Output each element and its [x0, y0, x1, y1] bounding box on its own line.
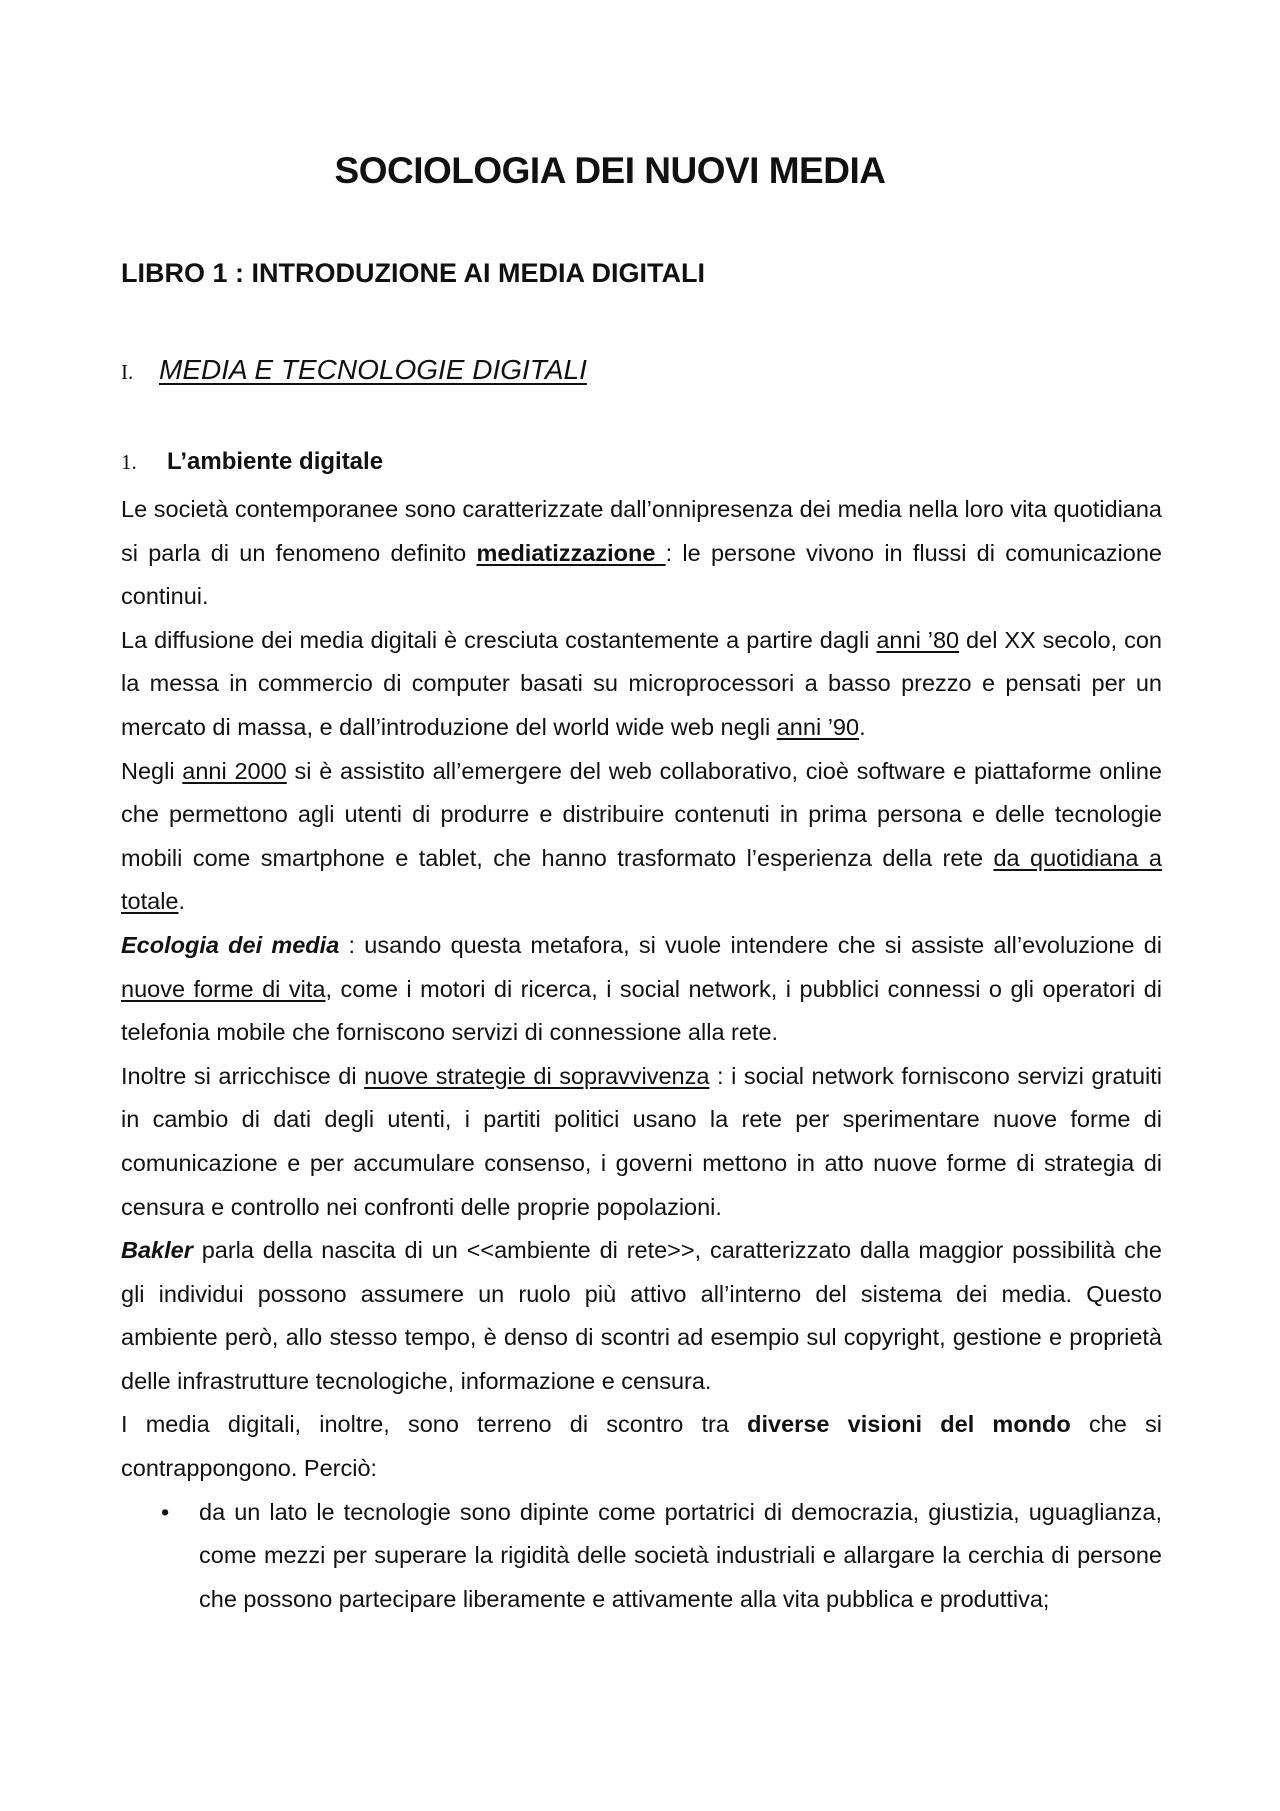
text-run: : le persone vivono in flussi di comunicazione continui.	[121, 539, 1162, 610]
text-run: parla della nascita di un <<ambiente di rete>>, caratterizzato dalla maggior possibilità che gli individui possono assumere un ruolo più attivo all’interno del sistema dei media. Questo ambiente però, allo stesso tempo, è denso di scontri ad esempio sul copyright, gestione e proprietà delle infrastrutture tecnologiche, informazione e censura.	[121, 1237, 1162, 1394]
text-run: del XX secolo, con la messa in commercio di computer basati su microprocessori a basso prezzo e pensati per un mercato di massa, e dall’introduzione del world wide web negli	[121, 626, 1162, 740]
chapter-title: MEDIA E TECNOLOGIE DIGITALI	[159, 354, 587, 385]
chapter-heading	[121, 354, 587, 386]
paragraph	[121, 750, 1162, 924]
bullet-list	[121, 1491, 1162, 1622]
text-run: I media digitali, inoltre, sono terreno di scontro tra	[121, 1411, 748, 1438]
text-run: Inoltre si arricchisce di	[121, 1062, 365, 1089]
paragraph	[121, 924, 1162, 1055]
text-run: che si contrappongono. Perciò:	[121, 1411, 1162, 1482]
section-number: 1.	[121, 450, 137, 474]
author-bakler: Bakler	[121, 1237, 193, 1264]
underlined-text: anni 2000	[182, 757, 287, 784]
text-run: Le società contemporanee sono caratterizzate dall’onnipresenza dei media nella loro vita quotidiana si parla di un fenomeno definito	[121, 496, 1162, 566]
text-run: La diffusione dei media digitali è cresciuta costantemente a partire dagli	[121, 626, 877, 653]
document-title: SOCIOLOGIA DEI NUOVI MEDIA	[334, 150, 886, 191]
keyword-mediatizzazione: mediatizzazione	[476, 539, 666, 566]
list-item-text: da un lato le tecnologie sono dipinte come portatrici di democrazia, giustizia, uguaglianza, come mezzi per superare la rigidità delle società industriali e allargare la cerchia di persone che possono partecipare liberamente e attivamente alla vita pubblica e produttiva;	[199, 1498, 1162, 1612]
paragraph	[121, 1055, 1162, 1229]
underlined-text: anni ’80	[876, 626, 960, 653]
paragraph	[121, 619, 1162, 750]
section-heading	[121, 448, 383, 476]
underlined-text: anni ’90	[776, 713, 860, 740]
book-heading: LIBRO 1 : INTRODUZIONE AI MEDIA DIGITALI	[121, 258, 705, 288]
underlined-text: nuove forme di vita	[121, 975, 326, 1002]
text-run: : usando questa metafora, si vuole intendere che si assiste all’evoluzione di	[339, 931, 1162, 958]
text-run: Negli	[121, 757, 183, 784]
text-run: .	[178, 888, 186, 915]
body-text	[121, 488, 1162, 1621]
paragraph	[121, 1403, 1162, 1490]
bold-text: diverse visioni del mondo	[747, 1411, 1071, 1438]
section-title: L’ambiente digitale	[167, 448, 384, 475]
list-item	[121, 1491, 1162, 1622]
term-ecologia-dei-media: Ecologia dei media	[121, 931, 340, 958]
underlined-text: da quotidiana a totale	[121, 844, 1162, 915]
text-run: : i social network forniscono servizi gratuiti in cambio di dati degli utenti, i partiti politici usano la rete per sperimentare nuove forme di comunicazione e per accumulare consenso, i governi mettono in atto nuove forme di strategia di censura e controllo nei confronti delle proprie popolazioni.	[121, 1062, 1162, 1220]
text-run: si è assistito all’emergere del web collaborativo, cioè software e piattaforme online che permettono agli utenti di produrre e distribuire contenuti in prima persona e delle tecnologie mobili come smartphone e tablet, che hanno trasformato l’esperienza della rete	[121, 757, 1162, 871]
text-run: .	[859, 713, 866, 740]
paragraph	[121, 488, 1162, 619]
chapter-number: I.	[121, 360, 134, 384]
text-run: , come i motori di ricerca, i social network, i pubblici connessi o gli operatori di telefonia mobile che forniscono servizi di connessione alla rete.	[121, 975, 1163, 1046]
bullet-icon: •	[161, 1498, 170, 1525]
paragraph	[121, 1229, 1162, 1403]
underlined-text: nuove strategie di sopravvivenza	[364, 1062, 710, 1089]
